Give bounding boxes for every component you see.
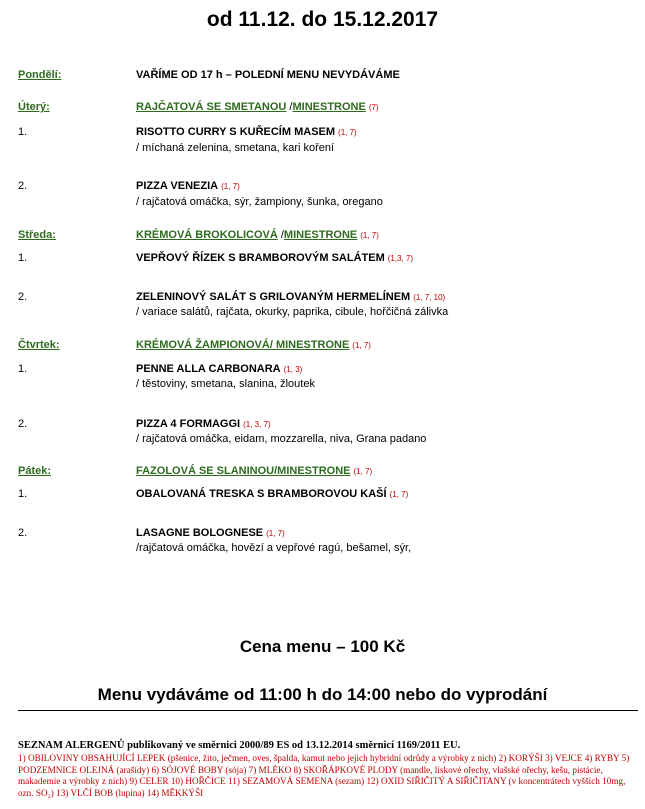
item-number: 1. [18,126,28,138]
dish-name: PIZZA VENEZIA (1, 7) [136,180,240,192]
item-number: 2. [18,291,28,303]
monday-notice: VAŘÍME OD 17 h – POLEDNÍ MENU NEVYDÁVÁME [136,69,400,81]
dish-name: OBALOVANÁ TRESKA S BRAMBOROVOU KAŠÍ (1, 7) [136,488,409,500]
menu-price: Cena menu – 100 Kč [239,637,406,656]
allergen-list [18,740,633,799]
day-label-wednesday: Středa: [18,229,56,241]
serving-hours: Menu vydáváme od 11:00 h do 14:00 nebo do vyprodání [97,685,548,704]
dish-name: PENNE ALLA CARBONARA (1, 3) [136,363,303,375]
allergen-body: 1) OBILOVINY OBSAHUJÍCÍ LEPEK (pšenice, žito, ječmen, oves, špalda, kamut nebo jejich hybridní odrůdy a výrobky z nich) 2) KORÝŠI 3) VEJCE 4) RYBY 5) PODZEMNICE OLEJNÁ (arašídy) 6) SÓJOVÉ BOBY (sója) 7) MLÉKO 8) SKOŘÁPKOVÉ PLODY (mandle, lískové ořechy, vlašské ořechy, kešu, pistácie, makademie a výrobky z nich) 9) CELER 10) HOŘČICE 11) SEZAMOVÁ SEMENA (sezam) 12) OXID SIŘIČITÝ A SIŘIČITANY (v koncentrátech vyšších 10mg, ozn. SO₂) 13) VLČÍ BOB (lupina) 14) MĚKKÝŠI [18,753,630,798]
dish-description: / míchaná zelenina, smetana, kari koření [136,142,335,154]
soup-thursday: KRÉMOVÁ ŽAMPIONOVÁ/ MINESTRONE (1, 7) [136,339,371,351]
day-label-tuesday: Úterý: [18,101,50,113]
day-label-thursday: Čtvrtek: [18,339,60,351]
dish-name: VEPŘOVÝ ŘÍZEK S BRAMBOROVÝM SALÁTEM (1,3, 7) [136,252,414,264]
item-number: 2. [18,527,28,539]
dish-description: / rajčatová omáčka, sýr, žampiony, šunka, oregano [136,196,383,208]
page-title: od 11.12. do 15.12.2017 [206,8,439,31]
item-number: 2. [18,418,28,430]
day-label-monday: Pondělí: [18,69,62,81]
dish-description: /rajčatová omáčka, hovězí a vepřové ragú, bešamel, sýr, [136,542,412,554]
dish-name: PIZZA 4 FORMAGGI (1, 3, 7) [136,418,271,430]
dish-description: / rajčatová omáčka, eidam, mozzarella, niva, Grana padano [136,433,427,445]
day-label-friday: Pátek: [18,465,52,477]
item-number: 2. [18,180,28,192]
divider [18,710,638,711]
dish-name: LASAGNE BOLOGNESE (1, 7) [136,527,285,539]
soup-wednesday: KRÉMOVÁ BROKOLICOVÁ /MINESTRONE (1, 7) [136,229,379,241]
item-number: 1. [18,252,28,264]
dish-name: RISOTTO CURRY S KUŘECÍM MASEM (1, 7) [136,126,357,138]
soup-friday: FAZOLOVÁ SE SLANINOU/MINESTRONE (1, 7) [136,465,373,477]
dish-name: ZELENINOVÝ SALÁT S GRILOVANÝM HERMELÍNEM (1, 7, 10) [136,291,446,303]
allergen-heading: SEZNAM ALERGENŮ publikovaný ve směrnici 2000/89 ES od 13.12.2014 směrnicí 1169/2011 EU. [18,740,461,751]
item-number: 1. [18,363,28,375]
dish-description: / těstoviny, smetana, slanina, žloutek [136,378,315,390]
soup-tuesday: RAJČATOVÁ SE SMETANOU /MINESTRONE (7) [136,101,379,113]
dish-description: / variace salátů, rajčata, okurky, paprika, cibule, hořčičná zálivka [136,306,449,318]
item-number: 1. [18,488,28,500]
